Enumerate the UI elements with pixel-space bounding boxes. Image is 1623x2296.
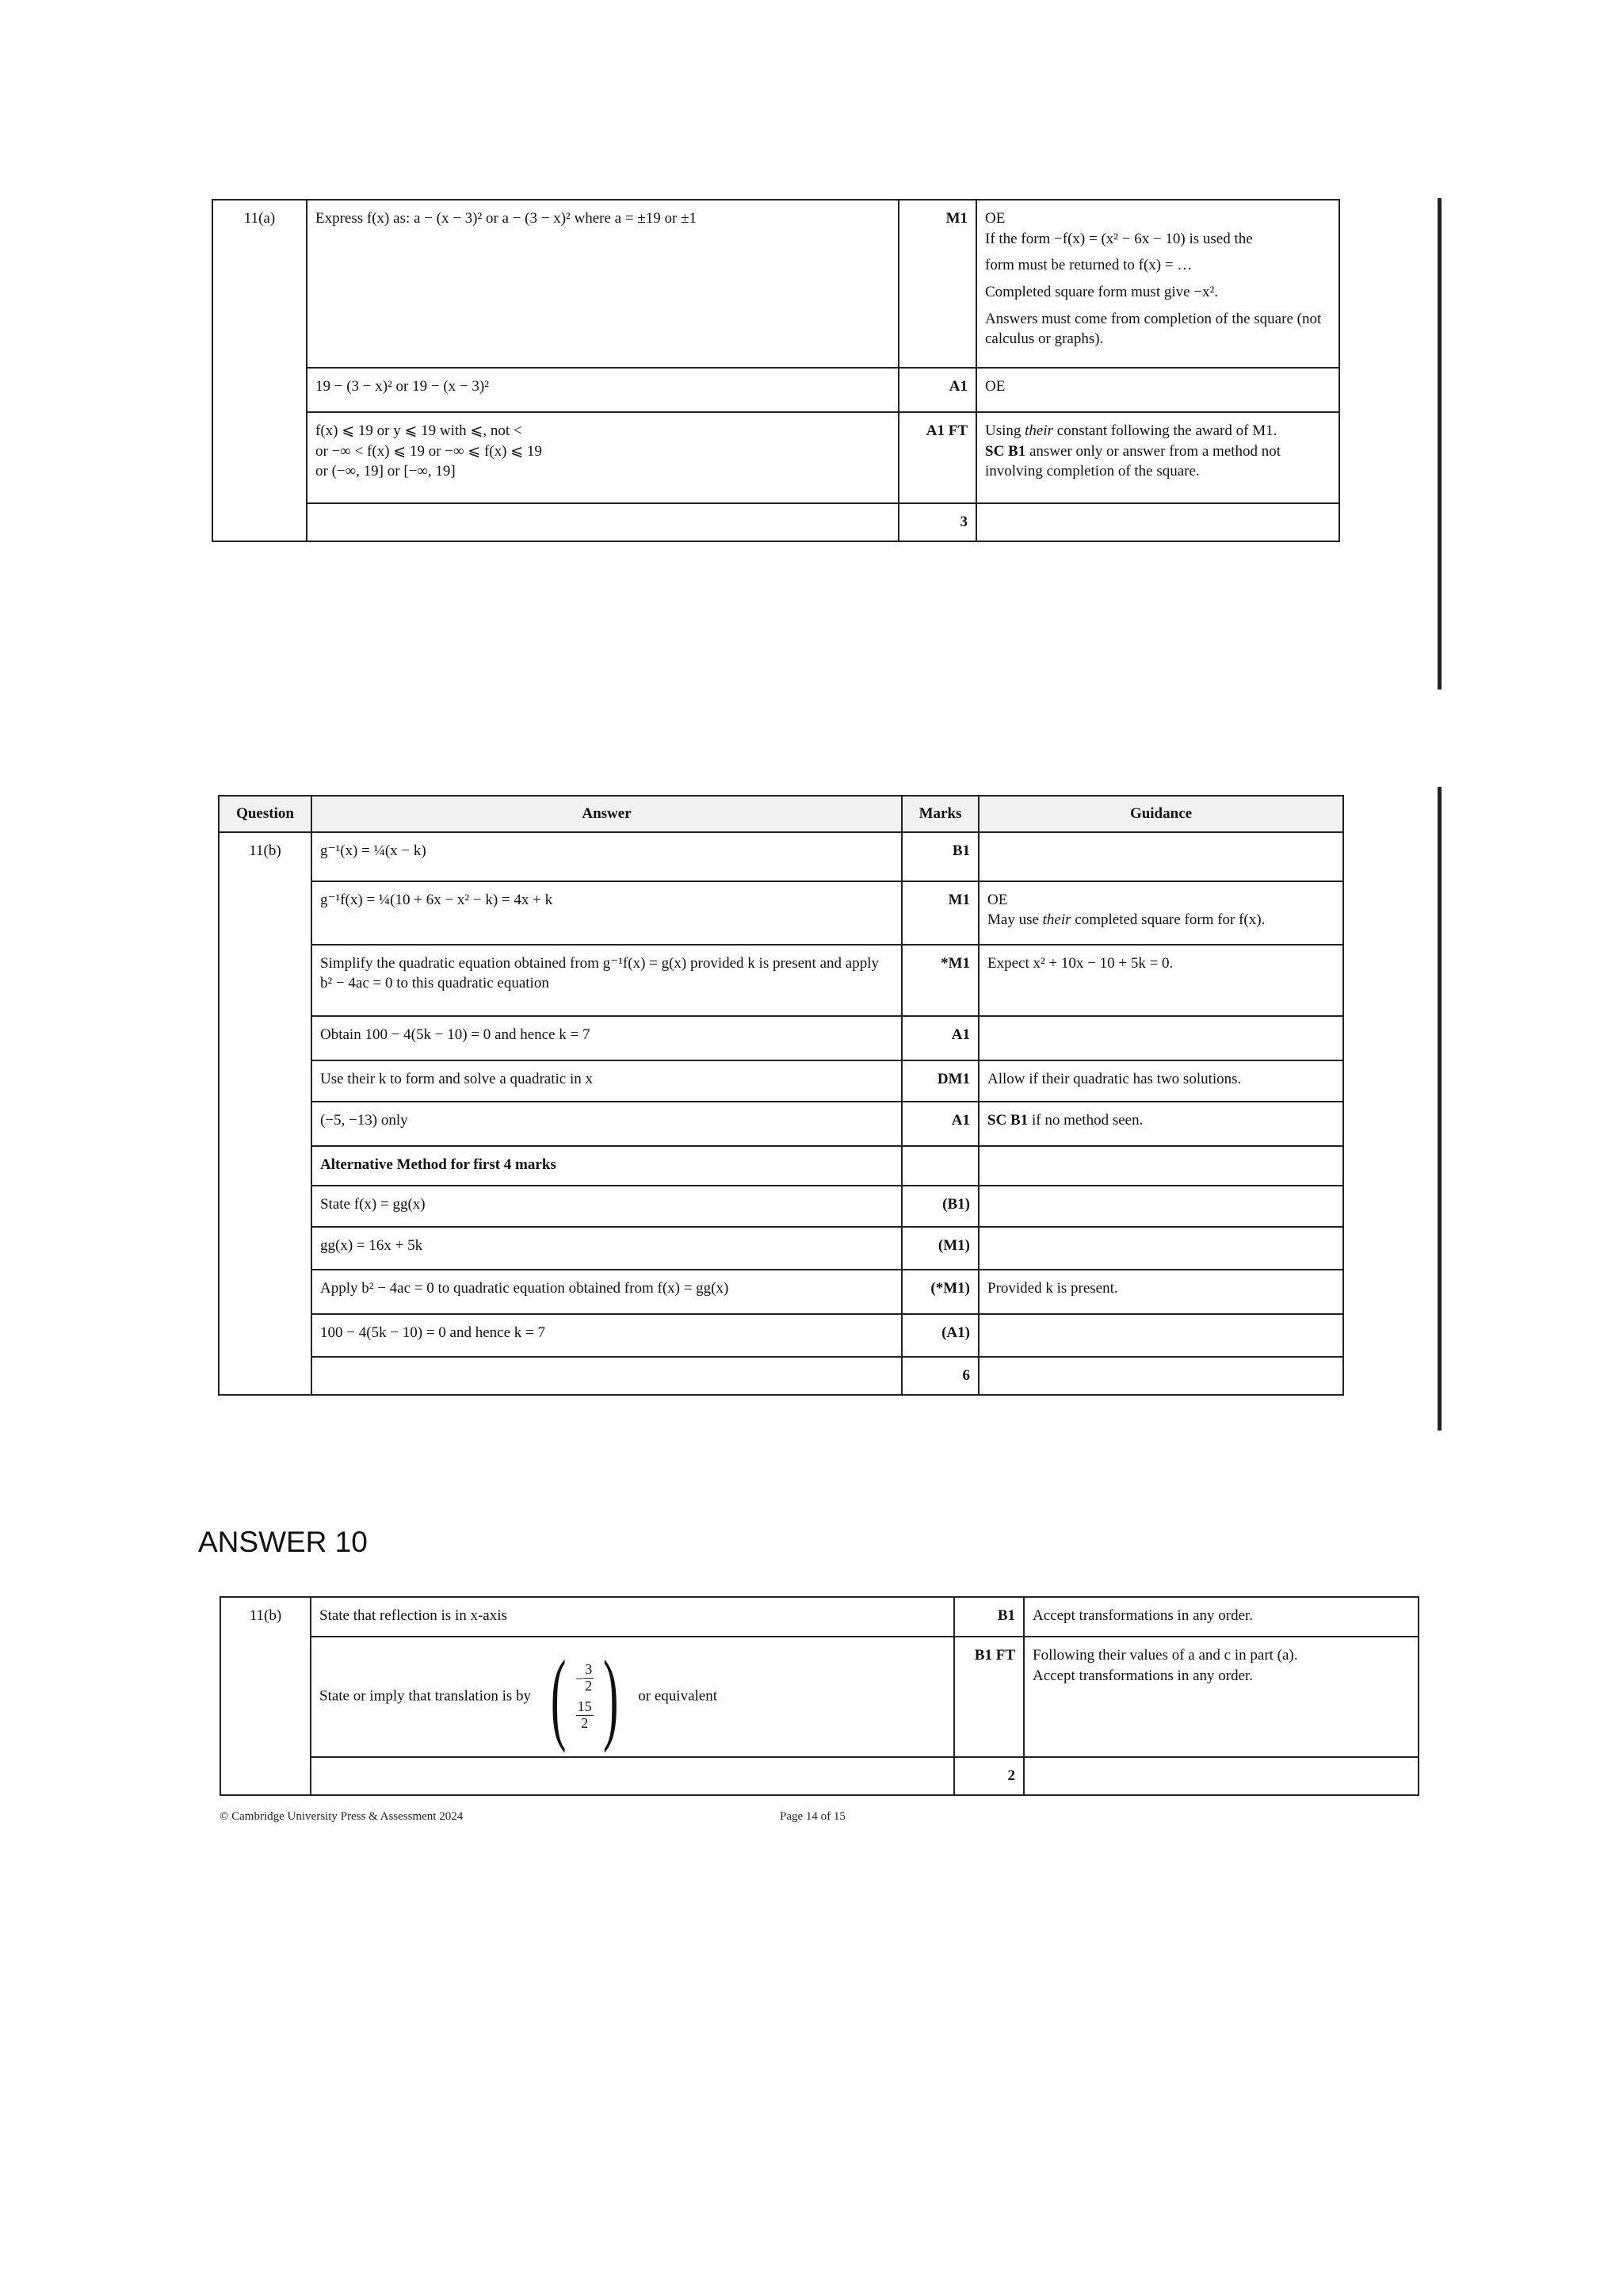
table-row bbox=[212, 368, 1339, 412]
table-row bbox=[220, 1597, 1419, 1637]
question-number: 11(a) bbox=[212, 200, 307, 541]
table-row bbox=[219, 1146, 1343, 1186]
copyright-footer: © Cambridge University Press & Assessment 2024 bbox=[220, 1810, 464, 1823]
answer-cell: 100 − 4(5k − 10) = 0 and hence k = 7 bbox=[311, 1314, 902, 1357]
table-row bbox=[212, 200, 1339, 368]
table-row bbox=[219, 1357, 1343, 1395]
guidance-cell bbox=[976, 200, 1339, 368]
answer-cell: Use their k to form and solve a quadratic in x bbox=[311, 1060, 902, 1102]
mark-cell: B1 FT bbox=[954, 1637, 1024, 1757]
mark-cell: B1 bbox=[954, 1597, 1024, 1637]
guidance-cell: Provided k is present. bbox=[979, 1270, 1343, 1314]
guidance-cell: Using their constant following the award of M1. SC B1 answer only or answer from a method not involving completion of the square. bbox=[976, 412, 1339, 503]
margin-bar bbox=[1438, 198, 1442, 690]
question-number: 11(b) bbox=[220, 1597, 311, 1795]
table-row bbox=[220, 1637, 1419, 1757]
mark-cell: B1 bbox=[902, 832, 979, 881]
table-row bbox=[219, 1270, 1343, 1314]
answer-line: or −∞ < f(x) ⩽ 19 or −∞ ⩽ f(x) ⩽ 19 bbox=[315, 442, 542, 460]
answer-cell: (−5, −13) only bbox=[311, 1102, 902, 1146]
guidance-cell: Allow if their quadratic has two solutions. bbox=[979, 1060, 1343, 1102]
mark-scheme-table-11a bbox=[212, 199, 1340, 542]
header-question: Question bbox=[219, 796, 311, 832]
answer-line: f(x) ⩽ 19 or y ⩽ 19 with ⩽, not < bbox=[315, 422, 522, 439]
answer-cell: g⁻¹f(x) = ¼(10 + 6x − x² − k) = 4x + k bbox=[311, 881, 902, 945]
mark-cell: A1 bbox=[902, 1016, 979, 1060]
total-marks: 3 bbox=[899, 503, 976, 541]
page-number: Page 14 of 15 bbox=[780, 1810, 846, 1823]
table-row bbox=[212, 503, 1339, 541]
answer-cell: State or imply that translation is by ( − $\frac{3}{2}$ $\frac{15}{2}$ ) or equivalent bbox=[311, 1637, 954, 1757]
table-row bbox=[220, 1757, 1419, 1795]
answer-cell: Obtain 100 − 4(5k − 10) = 0 and hence k = 7 bbox=[311, 1016, 902, 1060]
guidance-cell: SC B1 if no method seen. bbox=[979, 1102, 1343, 1146]
mark-cell: *M1 bbox=[902, 945, 979, 1016]
table-row bbox=[219, 1227, 1343, 1270]
mark-cell: DM1 bbox=[902, 1060, 979, 1102]
guidance-line: form must be returned to f(x) = … bbox=[985, 257, 1193, 274]
mark-cell: A1 FT bbox=[899, 412, 976, 503]
guidance-cell: OE May use their completed square form for f(x). bbox=[979, 881, 1343, 945]
table-row bbox=[219, 1186, 1343, 1227]
mark-cell: A1 bbox=[902, 1102, 979, 1146]
table-row bbox=[219, 1314, 1343, 1357]
table-row bbox=[212, 412, 1339, 503]
answer-cell: Alternative Method for first 4 marks bbox=[311, 1146, 902, 1186]
guidance-cell bbox=[979, 1314, 1343, 1357]
table-row bbox=[219, 1016, 1343, 1060]
table-row bbox=[219, 1102, 1343, 1146]
guidance-cell bbox=[979, 1227, 1343, 1270]
mark-cell: (*M1) bbox=[902, 1270, 979, 1314]
answer-cell: gg(x) = 16x + 5k bbox=[311, 1227, 902, 1270]
answer-cell: State that reflection is in x-axis bbox=[311, 1597, 954, 1637]
answer-line: or (−∞, 19] or [−∞, 19] bbox=[315, 463, 456, 480]
answer-cell: g⁻¹(x) = ¼(x − k) bbox=[311, 832, 902, 881]
header-marks: Marks bbox=[902, 796, 979, 832]
guidance-cell: Following their values of a and c in part (a). Accept transformations in any order. bbox=[1024, 1637, 1419, 1757]
guidance-line: OE bbox=[985, 210, 1006, 227]
header-answer: Answer bbox=[311, 796, 902, 832]
margin-bar bbox=[1438, 787, 1442, 1431]
total-marks: 6 bbox=[902, 1357, 979, 1395]
guidance-cell bbox=[979, 1186, 1343, 1227]
table-row bbox=[219, 881, 1343, 945]
mark-cell: M1 bbox=[902, 881, 979, 945]
guidance-cell: Expect x² + 10x − 10 + 5k = 0. bbox=[979, 945, 1343, 1016]
header-guidance: Guidance bbox=[979, 796, 1343, 832]
guidance-line: Completed square form must give −x². bbox=[985, 283, 1218, 300]
mark-cell: (B1) bbox=[902, 1186, 979, 1227]
mark-scheme-table-transformations bbox=[220, 1596, 1419, 1796]
mark-cell: A1 bbox=[899, 368, 976, 412]
answer-cell: State f(x) = gg(x) bbox=[311, 1186, 902, 1227]
answer-cell: Express f(x) as: a − (x − 3)² or a − (3 − x)² where a = ±19 or ±1 bbox=[307, 200, 899, 368]
mark-cell: (M1) bbox=[902, 1227, 979, 1270]
total-marks: 2 bbox=[954, 1757, 1024, 1795]
table-row bbox=[219, 945, 1343, 1016]
table-row bbox=[219, 1060, 1343, 1102]
table-row bbox=[219, 832, 1343, 881]
mark-cell bbox=[902, 1146, 979, 1186]
translation-vector: ( − $\frac{3}{2}$ $\frac{15}{2}$ ) bbox=[550, 1640, 619, 1754]
answer-cell bbox=[307, 412, 899, 503]
section-heading: ANSWER 10 bbox=[198, 1526, 368, 1558]
guidance-cell: Accept transformations in any order. bbox=[1024, 1597, 1419, 1637]
guidance-cell bbox=[979, 1146, 1343, 1186]
question-number: 11(b) bbox=[219, 832, 311, 1395]
guidance-cell bbox=[979, 1016, 1343, 1060]
answer-cell: Apply b² − 4ac = 0 to quadratic equation obtained from f(x) = gg(x) bbox=[311, 1270, 902, 1314]
guidance-line: Answers must come from completion of the square (not calculus or graphs). bbox=[985, 310, 1322, 348]
guidance-line: If the form −f(x) = (x² − 6x − 10) is used the bbox=[985, 230, 1253, 247]
guidance-cell: OE bbox=[976, 368, 1339, 412]
answer-cell: 19 − (3 − x)² or 19 − (x − 3)² bbox=[307, 368, 899, 412]
mark-scheme-table-11b bbox=[218, 795, 1344, 1396]
mark-cell: M1 bbox=[899, 200, 976, 368]
answer-cell: Simplify the quadratic equation obtained from g⁻¹f(x) = g(x) provided k is present and apply b² − 4ac = 0 to this quadratic equation bbox=[311, 945, 902, 1016]
mark-cell: (A1) bbox=[902, 1314, 979, 1357]
table-header-row bbox=[219, 796, 1343, 832]
guidance-cell bbox=[979, 832, 1343, 881]
